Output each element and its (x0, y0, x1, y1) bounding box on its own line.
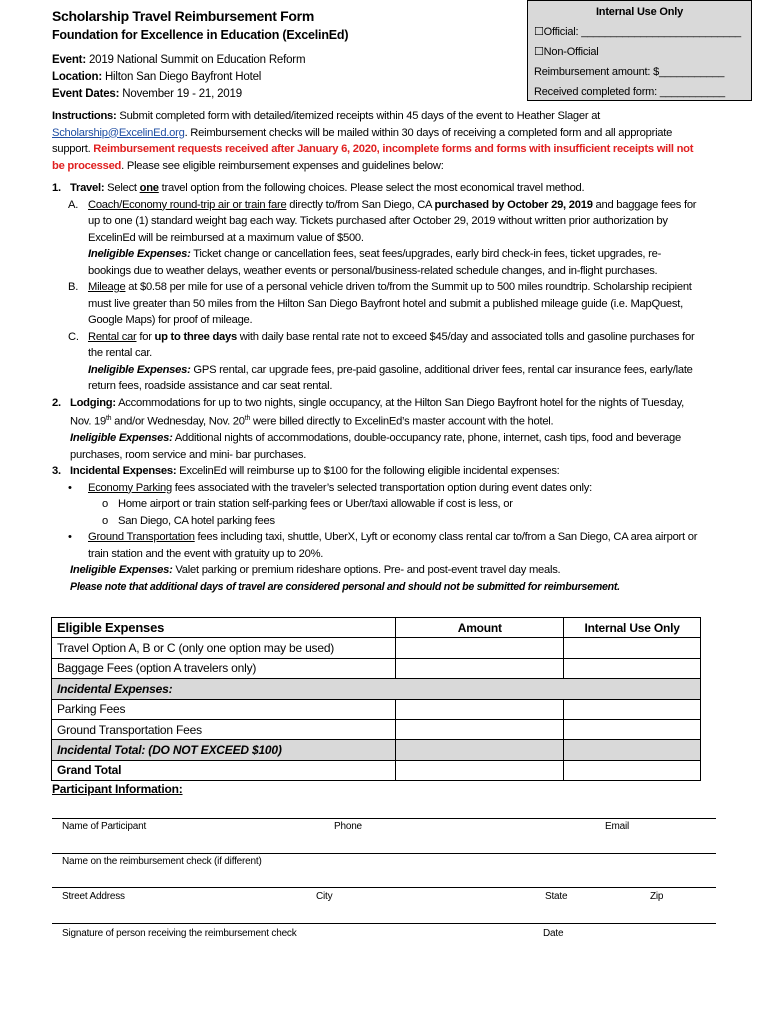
header-amount: Amount (396, 618, 564, 638)
option-c-limit: up to three days (154, 330, 237, 343)
incidental-ineligible-label: Ineligible Expenses: (70, 564, 173, 577)
option-a-ineligible-label: Ineligible Expenses: (88, 248, 191, 260)
internal-use-cell[interactable] (564, 760, 701, 780)
lodging-text-2: and/or Wednesday, Nov. 20 (111, 415, 245, 428)
dates-value: November 19 - 21, 2019 (122, 88, 242, 100)
table-row-section (52, 679, 701, 699)
internal-use-box (527, 0, 752, 101)
row-label: Parking Fees (52, 699, 396, 719)
ground-transportation-title: Ground Transportation (88, 531, 195, 544)
table-row-subtotal (52, 740, 701, 760)
internal-use-cell[interactable] (564, 658, 701, 678)
check-name-label: Name on the reimbursement check (if different) (62, 856, 262, 867)
option-c-ineligible-text: GPS rental, car upgrade fees, pre-paid gasoline, additional driver fees, rental car insurance fees, early/late return fees, roadside assistance and car seat rental. (88, 363, 693, 392)
travel-option-a (52, 197, 702, 280)
option-a-marker: A. (68, 198, 79, 211)
email-label: Email (605, 821, 630, 832)
option-b-text: at $0.58 per mile for use of a personal vehicle driven to/from the Summit up to 500 miles roundtrip. Scholarship recipient must live greater than 50 miles from the Hilton San Diego Bayfront hotel and submit a published mileage guide (i.e. MapQuest, Google Maps) for proof of mileage. (88, 281, 692, 326)
row-label: Ground Transportation Fees (52, 719, 396, 739)
parking-sub-text-1: Home airport or train station self-parking fees or Uber/taxi allowable if cost is less, or (118, 498, 513, 511)
incidental-label: Incidental Expenses: (70, 465, 177, 478)
lodging-label: Lodging: (70, 396, 116, 409)
additional-days-note-text: Please note that additional days of travel are considered personal and should not be submitted for reimbursement. (70, 580, 620, 593)
lodging-marker: 2. (52, 396, 61, 409)
non-official-checkbox[interactable]: ☐Non-Official (534, 46, 599, 58)
economy-parking-title: Economy Parking (88, 481, 172, 494)
travel-text: Select (104, 182, 140, 194)
scholarship-email-link[interactable]: Scholarship@ExcelinEd.org (52, 126, 185, 139)
form-title: Scholarship Travel Reimbursement Form (52, 8, 314, 24)
internal-use-cell[interactable] (564, 719, 701, 739)
table-row (52, 699, 701, 719)
street-address-label: Street Address (62, 891, 125, 902)
lodging-section (52, 395, 702, 464)
dates-label: Event Dates: (52, 88, 120, 100)
event-info (52, 52, 305, 103)
travel-option-c (52, 329, 702, 395)
internal-use-cell[interactable] (564, 638, 701, 658)
amount-cell[interactable] (396, 658, 564, 678)
signature-line[interactable] (52, 923, 716, 924)
received-form-field[interactable]: Received completed form: ___________ (534, 86, 725, 98)
table-row (52, 658, 701, 678)
travel-one-emphasis: one (139, 182, 159, 194)
option-a-deadline: purchased by October 29, 2019 (434, 198, 593, 211)
row-label: Baggage Fees (option A travelers only) (52, 658, 396, 678)
table-row (52, 638, 701, 658)
option-a-title: Coach/Economy round-trip air or train fare (88, 198, 287, 211)
economy-parking-item (52, 480, 702, 497)
row-label: Travel Option A, B or C (only one option may be used) (52, 638, 396, 658)
option-a-text: directly to/from San Diego, CA (286, 198, 435, 211)
deadline-warning: Reimbursement requests received after January 6, 2020, incomplete forms and forms with insufficient receipts will not be processed (52, 143, 694, 172)
travel-marker: 1. (52, 182, 61, 194)
option-a-text-2: and baggage fees for up to one (1) standard weight bag each way. Tickets purchased after October 29, 2019 without written prior authorization by ExcelinEd will be reimbursed at a maximum value of $500. (88, 198, 697, 244)
lodging-sup-2: th (244, 415, 251, 422)
header-internal-use: Internal Use Only (564, 618, 701, 638)
option-c-text: for (136, 330, 155, 343)
location-label: Location: (52, 71, 102, 83)
table-row (52, 719, 701, 739)
amount-cell[interactable] (396, 760, 564, 780)
event-label: Event: (52, 54, 86, 66)
incidental-ineligible-text: Valet parking or premium rideshare options. Pre- and post-event travel day meals. (172, 564, 561, 577)
instructions-text: Submit completed form with detailed/itemized receipts within 45 days of the event to Heather Slager at (116, 110, 601, 122)
expenses-table (51, 617, 701, 781)
city-label: City (316, 891, 333, 902)
lodging-ineligible-label: Ineligible Expenses: (70, 432, 173, 445)
internal-use-cell[interactable] (564, 699, 701, 719)
instructions-paragraph (52, 108, 702, 174)
travel-label: Travel: (70, 182, 105, 194)
instructions-text-2: . Reimbursement checks will be mailed within 30 days of receiving a completed form and all appropriate support. (52, 126, 673, 155)
address-line[interactable] (52, 887, 716, 888)
lodging-text: Accommodations for up to two nights, single occupancy, at the Hilton San Diego Bayfront hotel for the nights of Tuesday, Nov. 19 (70, 396, 685, 428)
ground-transportation-item (52, 529, 702, 562)
additional-days-note (52, 579, 702, 596)
internal-use-title: Internal Use Only (595, 6, 684, 18)
official-checkbox[interactable]: ☐Official: ___________________________ (534, 26, 741, 38)
row-label: Grand Total (52, 760, 396, 780)
reimbursement-amount-field[interactable]: Reimbursement amount: $___________ (534, 66, 725, 78)
option-b-title: Mileage (88, 281, 126, 293)
instructions-text-3: . Please see eligible reimbursement expenses and guidelines below: (121, 159, 444, 172)
table-row-grand-total (52, 760, 701, 780)
zip-label: Zip (650, 891, 664, 902)
parking-sub-text-2: San Diego, CA hotel parking fees (118, 514, 275, 527)
option-c-text-2: with daily base rental rate not to exceed $45/day and associated tolls and gasoline purchases for the rental car. (88, 330, 695, 359)
instructions-label: Instructions: (52, 110, 117, 122)
phone-label: Phone (334, 821, 362, 832)
state-label: State (545, 891, 568, 902)
travel-text-2: travel option from the following choices. Please select the most economical travel method. (158, 182, 585, 194)
lodging-text-3: were billed directly to ExcelinEd’s master account with the hotel. (250, 415, 554, 428)
lodging-ineligible-text: Additional nights of accommodations, double-occupancy rate, phone, internet, cash tips, food and beverage purchases, room service and mini- bar purchases. (70, 432, 681, 461)
economy-parking-text: fees associated with the traveler’s selected transportation option during event dates only: (171, 481, 592, 494)
row-label: Incidental Total: (DO NOT EXCEED $100) (52, 740, 396, 760)
internal-use-cell[interactable] (564, 740, 701, 760)
incidental-text: ExcelinEd will reimburse up to $100 for the following eligible incidental expenses: (176, 465, 560, 478)
location-value: Hilton San Diego Bayfront Hotel (104, 71, 262, 83)
name-of-participant-label: Name of Participant (62, 821, 147, 832)
option-b-marker: B. (68, 281, 79, 293)
header-eligible-expenses: Eligible Expenses (52, 618, 396, 638)
signature-label: Signature of person receiving the reimbursement check (62, 928, 297, 939)
circle-bullet-icon: o (102, 498, 108, 511)
amount-cell[interactable] (396, 740, 564, 760)
option-c-marker: C. (68, 330, 79, 343)
row-label: Incidental Expenses: (52, 679, 701, 699)
travel-option-b (52, 279, 702, 329)
amount-cell[interactable] (396, 699, 564, 719)
parking-sub-item-2 (52, 513, 702, 530)
incidental-section (52, 463, 702, 480)
option-a-ineligible-text: Ticket change or cancellation fees, seat fees/upgrades, early bird check-in fees, ticket upgrades, re-bookings due to weather delays, weather events or personal/business-related schedule changes, and in-flight purchases. (88, 248, 662, 277)
form-body (52, 108, 702, 595)
option-c-ineligible-label: Ineligible Expenses: (88, 363, 191, 376)
amount-cell[interactable] (396, 719, 564, 739)
incidental-ineligible (52, 562, 702, 579)
table-header-row (52, 618, 701, 638)
event-value: 2019 National Summit on Education Reform (88, 54, 306, 66)
bullet-icon: • (68, 481, 72, 494)
incidental-marker: 3. (52, 465, 61, 478)
circle-bullet-icon: o (102, 514, 108, 527)
ground-transportation-text: fees including taxi, shuttle, UberX, Lyft or economy class rental car to/from a San Diego, CA area airport or train station and the event with gratuity up to 20%. (88, 531, 698, 560)
participant-info-heading: Participant Information: (52, 782, 183, 796)
date-label: Date (543, 928, 564, 939)
participant-line-1[interactable] (52, 818, 716, 819)
option-c-title: Rental car (88, 330, 137, 343)
parking-sub-item-1 (52, 496, 702, 513)
check-name-line[interactable] (52, 853, 716, 854)
form-subtitle: Foundation for Excellence in Education (ExcelinEd) (52, 28, 349, 42)
travel-section (52, 180, 702, 197)
lodging-sup: th (105, 415, 112, 422)
amount-cell[interactable] (396, 638, 564, 658)
bullet-icon: • (68, 531, 72, 544)
